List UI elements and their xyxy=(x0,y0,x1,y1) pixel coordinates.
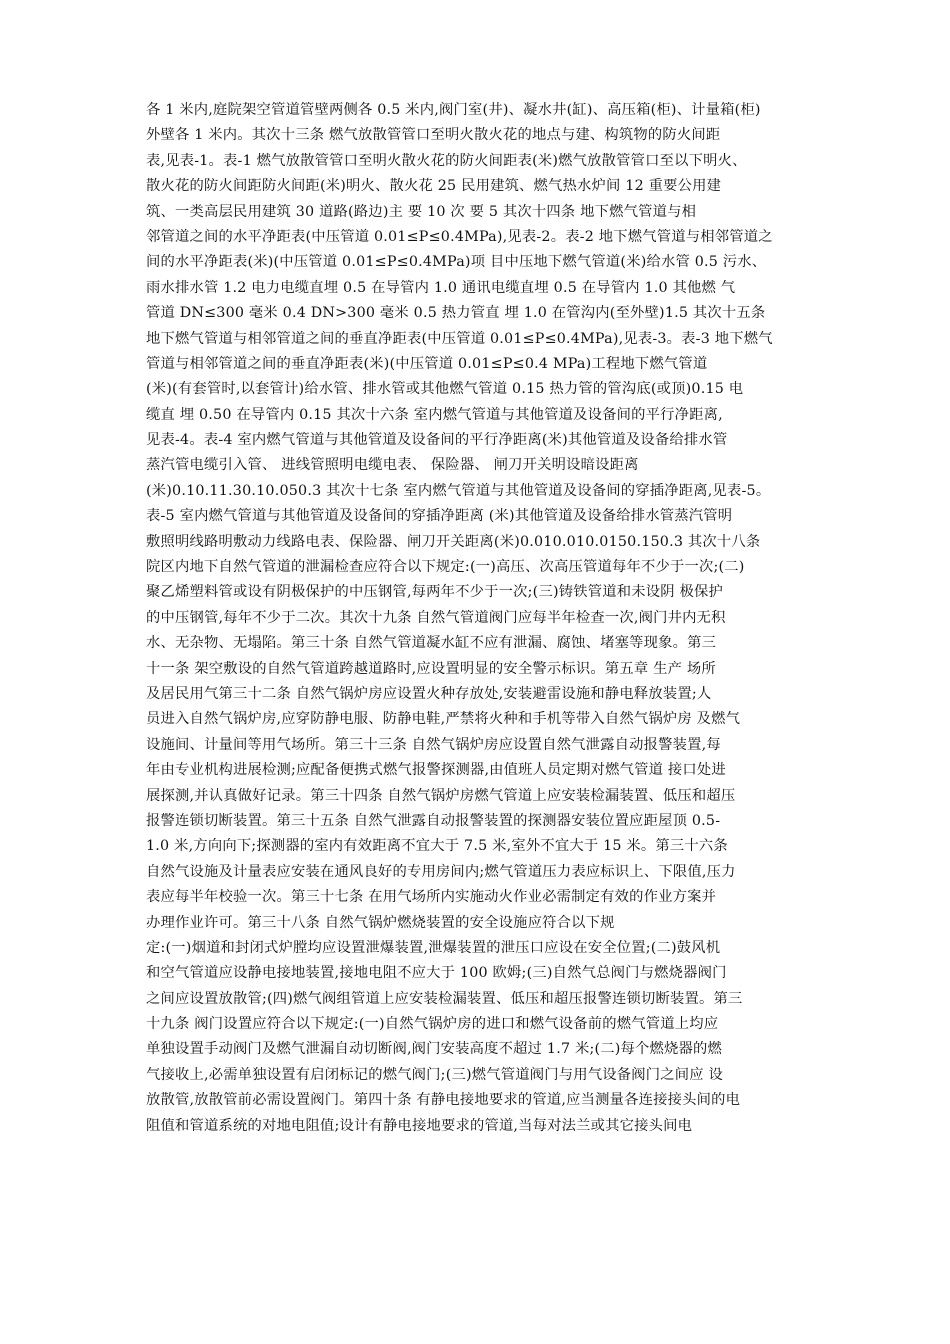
text-line: 十九条 阀门设置应符合以下规定:(一)自然气锅炉房的进口和燃气设备前的燃气管道上均应 xyxy=(146,1016,719,1033)
text-line: 蒸汽管电缆引入管、 进线管照明电缆电表、 保险器、 闸刀开关明设暗设距离 xyxy=(146,457,639,474)
text-line: 报警连锁切断装置。第三十五条 自然气泄露自动报警装置的探测器安装位置应距屋顶 0.5- xyxy=(146,812,721,829)
text-line: 间的水平净距表(米)(中压管道 0.01≤P≤0.4MPa)项 目中压地下燃气管道(米)给水管 0.5 污水、 xyxy=(146,254,767,271)
text-line: 设施间、计量间等用气场所。第三十三条 自然气锅炉房应设置自然气泄露自动报警装置,每 xyxy=(146,736,721,753)
text-line: 之间应设置放散管;(四)燃气阀组管道上应安装检漏装置、低压和超压报警连锁切断装置。第三 xyxy=(146,990,743,1007)
text-line: 各 1 米内,庭院架空管道管壁两侧各 0.5 米内,阀门室(井)、凝水井(缸)、高压箱(柜)、计量箱(柜) xyxy=(146,102,761,118)
text-line: 员进入自然气锅炉房,应穿防静电服、防静电鞋,严禁将火种和手机等带入自然气锅炉房 及燃气 xyxy=(146,711,741,728)
text-line: (米)(有套管时,以套管计)给水管、排水管或其他燃气管道 0.15 热力管的管沟底(或顶)0.15 电 xyxy=(146,381,744,398)
text-line: 散火花的防火间距防火间距(米)明火、散火花 25 民用建筑、燃气热水炉间 12 重要公用建 xyxy=(146,178,722,195)
text-line: 定:(一)烟道和封闭式炉膛均应设置泄爆装置,泄爆装置的泄压口应设在安全位置;(二)鼓风机 xyxy=(146,939,721,956)
text-line: 的中压钢管,每年不少于二次。其次十九条 自然气管道阀门应每半年检查一次,阀门井内无积 xyxy=(146,609,726,626)
text-line: 和空气管道应设静电接地装置,接地电阻不应大于 100 欧姆;(三)自然气总阀门与燃烧器阀门 xyxy=(146,965,727,982)
text-line: 展探测,并认真做好记录。第三十四条 自然气锅炉房燃气管道上应安装检漏装置、低压和超压 xyxy=(146,787,736,804)
text-line: 聚乙烯塑料管或设有阴极保护的中压钢管,每两年不少于一次;(三)铸铁管道和未设阴 极保护 xyxy=(146,584,723,601)
text-line: 办理作业许可。第三十八条 自然气锅炉燃烧装置的安全设施应符合以下规 xyxy=(146,914,615,931)
text-line: 阻值和管道系统的对地电阻值;设计有静电接地要求的管道,当每对法兰或其它接头间电 xyxy=(146,1117,693,1134)
body-text xyxy=(146,98,826,1139)
text-line: 雨水排水管 1.2 电力电缆直埋 0.5 在导管内 1.0 通讯电缆直埋 0.5 在导管内 1.0 其他燃 气 xyxy=(146,279,736,296)
text-line: 年由专业机构进展检测;应配备便携式燃气报警探测器,由值班人员定期对燃气管道 接口处进 xyxy=(146,762,726,779)
text-line: 表应每半年校验一次。第三十七条 在用气场所内实施动火作业必需制定有效的作业方案并 xyxy=(146,889,717,906)
text-line: 气接收上,必需单独设置有启闭标记的燃气阀门;(三)燃气管道阀门与用气设备阀门之间应 设 xyxy=(146,1066,723,1083)
text-line: 水、无杂物、无塌陷。第三十条 自然气管道凝水缸不应有泄漏、腐蚀、堵塞等现象。第三 xyxy=(146,635,717,652)
text-line: 十一条 架空敷设的自然气管道跨越道路时,应设置明显的安全警示标识。第五章 生产 场所 xyxy=(146,660,716,677)
text-line: 放散管,放散管前必需设置阀门。第四十条 有静电接地要求的管道,应当测量各连接接头间的电 xyxy=(146,1092,741,1109)
text-line: 表,见表-1。表-1 燃气放散管管口至明火散火花的防火间距表(米)燃气放散管管口至以下明火、 xyxy=(146,152,747,169)
text-line: 缆直 埋 0.50 在导管内 0.15 其次十六条 室内燃气管道与其他管道及设备间的平行净距离, xyxy=(146,406,723,423)
text-line: 地下燃气管道与相邻管道之间的垂直净距表(中压管道 0.01≤P≤0.4MPa),见表-3。表-3 地下燃气 xyxy=(146,330,773,347)
text-line: 邻管道之间的水平净距表(中压管道 0.01≤P≤0.4MPa),见表-2。表-2 地下燃气管道与相邻管道之 xyxy=(146,228,773,245)
text-line: 院区内地下自然气管道的泄漏检查应符合以下规定:(一)高压、次高压管道每年不少于一次;(二) xyxy=(146,559,745,576)
text-line: 见表-4。表-4 室内燃气管道与其他管道及设备间的平行净距离(米)其他管道及设备给排水管 xyxy=(146,432,728,449)
text-line: 单独设置手动阀门及燃气泄漏自动切断阀,阀门安装高度不超过 1.7 米;(二)每个燃烧器的燃 xyxy=(146,1041,723,1058)
text-line: (米)0.10.11.30.10.050.3 其次十七条 室内燃气管道与其他管道及设备间的穿插净距离,见表-5。 xyxy=(146,482,771,499)
text-line: 筑、一类高层民用建筑 30 道路(路边)主 要 10 次 要 5 其次十四条 地下燃气管道与相 xyxy=(146,203,697,220)
text-line: 外壁各 1 米内。其次十三条 燃气放散管管口至明火散火花的地点与建、构筑物的防火间距 xyxy=(146,127,721,144)
text-line: 及居民用气第三十二条 自然气锅炉房应设置火种存放处,安装避雷设施和静电释放装置;人 xyxy=(146,685,712,702)
text-line: 敷照明线路明敷动力线路电表、保险器、闸刀开关距离(米)0.010.010.0150.150.3 其次十八条 xyxy=(146,533,761,550)
text-line: 自然气设施及计量表应安装在通风良好的专用房间内;燃气管道压力表应标识上、下限值,压力 xyxy=(146,863,736,880)
text-line: 1.0 米,方向向下;探测器的室内有效距离不宜大于 7.5 米,室外不宜大于 15 米。第三十六条 xyxy=(146,838,728,855)
text-line: 管道与相邻管道之间的垂直净距表(米)(中压管道 0.01≤P≤0.4 MPa)工程地下燃气管道 xyxy=(146,355,708,372)
text-line: 管道 DN≤300 毫米 0.4 DN>300 毫米 0.5 热力管直 埋 1.0 在管沟内(至外壁)1.5 其次十五条 xyxy=(146,305,766,322)
text-line: 表-5 室内燃气管道与其他管道及设备间的穿插净距离 (米)其他管道及设备给排水管蒸汽管明 xyxy=(146,508,733,525)
